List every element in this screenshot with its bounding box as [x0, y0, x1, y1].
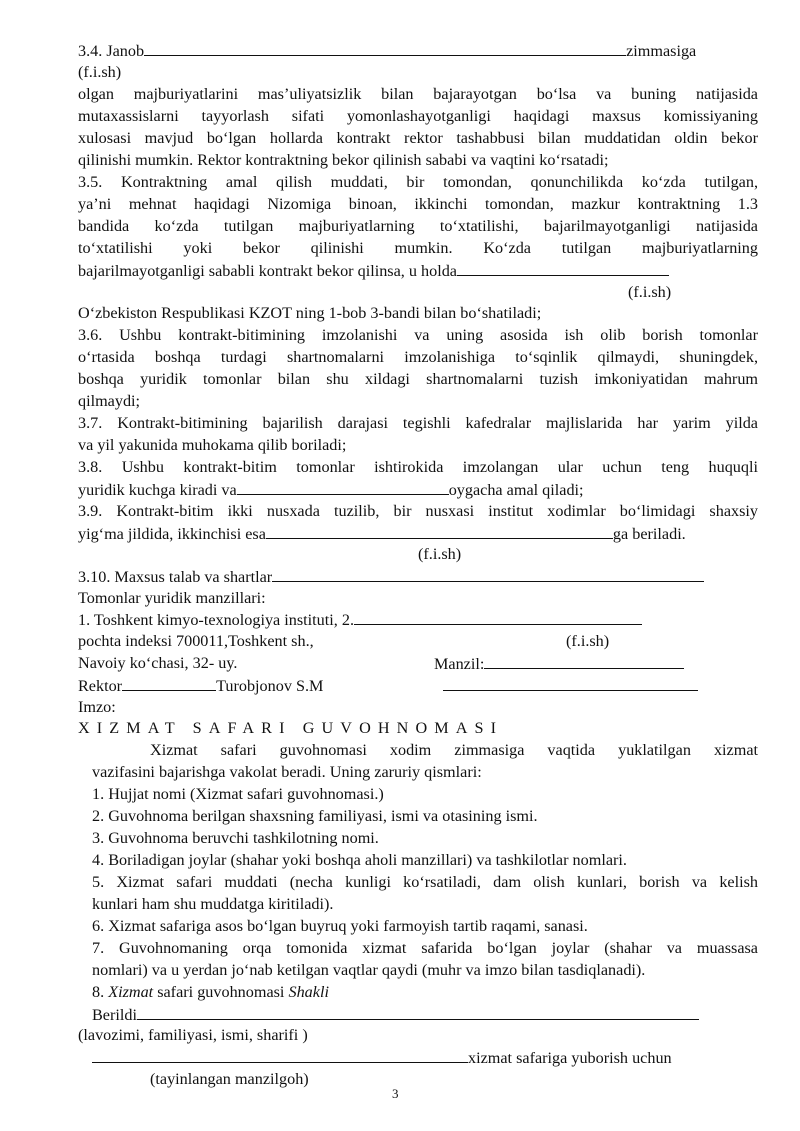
- berildi-line: [92, 1004, 699, 1027]
- fish-label: (f.i.sh): [566, 632, 610, 650]
- signature-line-right: [443, 675, 698, 698]
- paragraph-line: 3.8. Ushbu kontrakt-bitim tomonlar ishtirokida imzolangan ular uchun teng huquqli: [78, 458, 758, 476]
- paragraph-line: O‘zbekiston Respublikasi KZOT ning 1-bob 3-bandi bilan bo‘shatiladi;: [78, 304, 542, 322]
- address-line-3-right: [434, 653, 684, 676]
- blank-line: [457, 260, 669, 276]
- fish-label: (f.i.sh): [78, 63, 122, 81]
- clause-3-9-last-line: [78, 523, 686, 546]
- list-item: 3. Guvohnoma beruvchi tashkilotning nomi.: [92, 829, 379, 847]
- paragraph-line: 3.9. Kontrakt-bitim ikki nusxada tuzilib, bir nusxasi institut xodimlar bo‘limidagi shaxsiy: [78, 502, 758, 520]
- clause-3-10-line: [78, 566, 704, 589]
- rector-name: Turobjonov S.M: [216, 677, 324, 695]
- list-item: 5. Xizmat safari muddati (necha kunligi ko‘rsatiladi, dam olish kunlari, borish va kelish: [92, 873, 758, 891]
- paragraph-line: 3.6. Ushbu kontrakt-bitimining imzolanishi va uning asosida ish olib borish tomonlar: [78, 326, 758, 344]
- clause-3-4-start: 3.4. Janob: [78, 42, 145, 60]
- blank-line: [137, 1004, 699, 1020]
- section-intro-line: vazifasini bajarishga vakolat beradi. Uning zaruriy qismlari:: [92, 763, 482, 781]
- list-number: 8.: [92, 983, 105, 1001]
- paragraph-line: olgan majburiyatlarini mas’uliyatsizlik bilan bajarayotgan bo‘lsa va buning natijasida: [78, 85, 758, 103]
- address-line-2-left: pochta indeksi 700011,Toshkent sh.,: [78, 632, 314, 650]
- signature-label: Imzo:: [78, 698, 116, 716]
- rector-label: Rektor: [78, 677, 123, 695]
- paragraph-text: safari guvohnomasi: [157, 983, 285, 1001]
- paragraph-line: 3.7. Kontrakt-bitimining bajarilish darajasi tegishli kafedralar majlislarida har yarim yilda: [78, 414, 758, 432]
- fish-label: (f.i.sh): [628, 283, 672, 301]
- paragraph-text: 3.10. Maxsus talab va shartlar: [78, 568, 273, 586]
- field-caption: (tayinlangan manzilgoh): [150, 1070, 309, 1088]
- page-number: 3: [392, 1086, 399, 1101]
- italic-text: Shakli: [288, 983, 329, 1001]
- rector-line: [78, 675, 323, 698]
- paragraph-line: qilinishi mumkin. Rektor kontraktning bekor qilinish sababi va vaqtini ko‘rsatadi;: [78, 151, 609, 169]
- address-line-1: [78, 609, 642, 632]
- clause-3-4-end: zimmasiga: [626, 42, 697, 60]
- paragraph-text: yuridik kuchga kiradi va: [78, 481, 237, 499]
- paragraph-line: 3.5. Kontraktning amal qilish muddati, bir tomondan, qonunchilikda ko‘zda tutilgan,: [78, 173, 758, 191]
- paragraph-line: qilmaydi;: [78, 392, 141, 410]
- paragraph-text: bajarilmayotganligi sababli kontrakt bekor qilinsa, u holda: [78, 262, 457, 280]
- blank-line: [122, 675, 216, 691]
- blank-line: [354, 609, 642, 625]
- italic-text: Xizmat: [108, 983, 154, 1001]
- paragraph-line: ya’ni mehnat haqidagi Nizomiga binoan, ikkinchi tomondan, mazkur kontraktning 1.3: [78, 195, 758, 213]
- blank-line: [92, 1047, 468, 1063]
- list-item: 6. Xizmat safariga asos bo‘lgan buyruq yoki farmoyish tartib raqami, sanasi.: [92, 917, 588, 935]
- paragraph-line: to‘xtatilishi yoki bekor qilinishi mumkin. Ko‘zda tutilgan majburiyatlarning: [78, 239, 758, 257]
- paragraph-text: yig‘ma jildida, ikkinchisi esa: [78, 525, 266, 543]
- list-item: 1. Hujjat nomi (Xizmat safari guvohnomasi.): [92, 785, 384, 803]
- blank-line: [144, 40, 626, 56]
- list-item-8: [92, 982, 329, 1004]
- paragraph-text: oygacha amal qiladi;: [448, 481, 584, 499]
- paragraph-line: bandida ko‘zda tutilgan majburiyatlarning to‘xtatilishi, bajarilmayotganligi natijasida: [78, 217, 758, 235]
- fish-label: (f.i.sh): [418, 545, 462, 563]
- field-caption: (lavozimi, familiyasi, ismi, sharifi ): [78, 1026, 308, 1044]
- list-item-continuation: kunlari ham shu muddatga kiritiladi).: [92, 895, 334, 913]
- blank-line: [443, 675, 698, 691]
- section-title: XIZMAT SAFARI GUVOHNOMASI: [78, 719, 504, 737]
- paragraph-line: boshqa yuridik tomonlar bilan shu xildagi shartnomalarni tuzish imkoniyatidan mahrum: [78, 370, 758, 388]
- list-item: 4. Boriladigan joylar (shahar yoki boshqa aholi manzillari) va tashkilotlar nomlari.: [92, 851, 627, 869]
- paragraph-line: xulosasi mavjud bo‘lgan hollarda kontrakt rektor tashabbusi bilan muddatidan oldin bekor: [78, 129, 758, 147]
- list-item-continuation: nomlari) va u yerdan jo‘nab ketilgan vaqtlar qaydi (muhr va imzo bilan tasdiqlanadi).: [92, 961, 646, 979]
- blank-line: [237, 479, 449, 495]
- addresses-title: Tomonlar yuridik manzillari:: [78, 589, 266, 607]
- paragraph-text: ga beriladi.: [612, 525, 686, 543]
- paragraph-text: 1. Toshkent kimyo-texnologiya instituti, 2.: [78, 611, 354, 629]
- yuborish-line: [92, 1047, 672, 1070]
- clause-3-8-last-line: [78, 479, 584, 502]
- clause-3-5-last-line: [78, 260, 669, 283]
- address-line-3-left: Navoiy ko‘chasi, 32- uy.: [78, 654, 238, 672]
- list-item: 7. Guvohnomaning orqa tomonida xizmat safarida bo‘lgan joylar (shahar va muassasa: [92, 939, 758, 957]
- section-intro-line: Xizmat safari guvohnomasi xodim zimmasiga vaqtida yuklatilgan xizmat: [150, 741, 758, 759]
- manzil-label: Manzil:: [434, 655, 485, 673]
- blank-line: [266, 523, 613, 539]
- paragraph-text: xizmat safariga yuborish uchun: [468, 1049, 672, 1067]
- paragraph-line: mutaxassislarni tayyorlash sifati yomonlashayotganligi haqidagi maxsus komissiyaning: [78, 107, 758, 125]
- paragraph-line: o‘rtasida boshqa turdagi shartnomalarni imzolanishiga to‘sqinlik qilmaydi, shuningdek,: [78, 348, 758, 366]
- list-item: 2. Guvohnoma berilgan shaxsning familiyasi, ismi va otasining ismi.: [92, 807, 538, 825]
- clause-3-4-first-line: [78, 40, 696, 63]
- paragraph-line: va yil yakunida muhokama qilib boriladi;: [78, 436, 347, 454]
- blank-line: [484, 653, 684, 669]
- blank-line: [272, 566, 704, 582]
- berildi-label: Berildi: [92, 1006, 137, 1024]
